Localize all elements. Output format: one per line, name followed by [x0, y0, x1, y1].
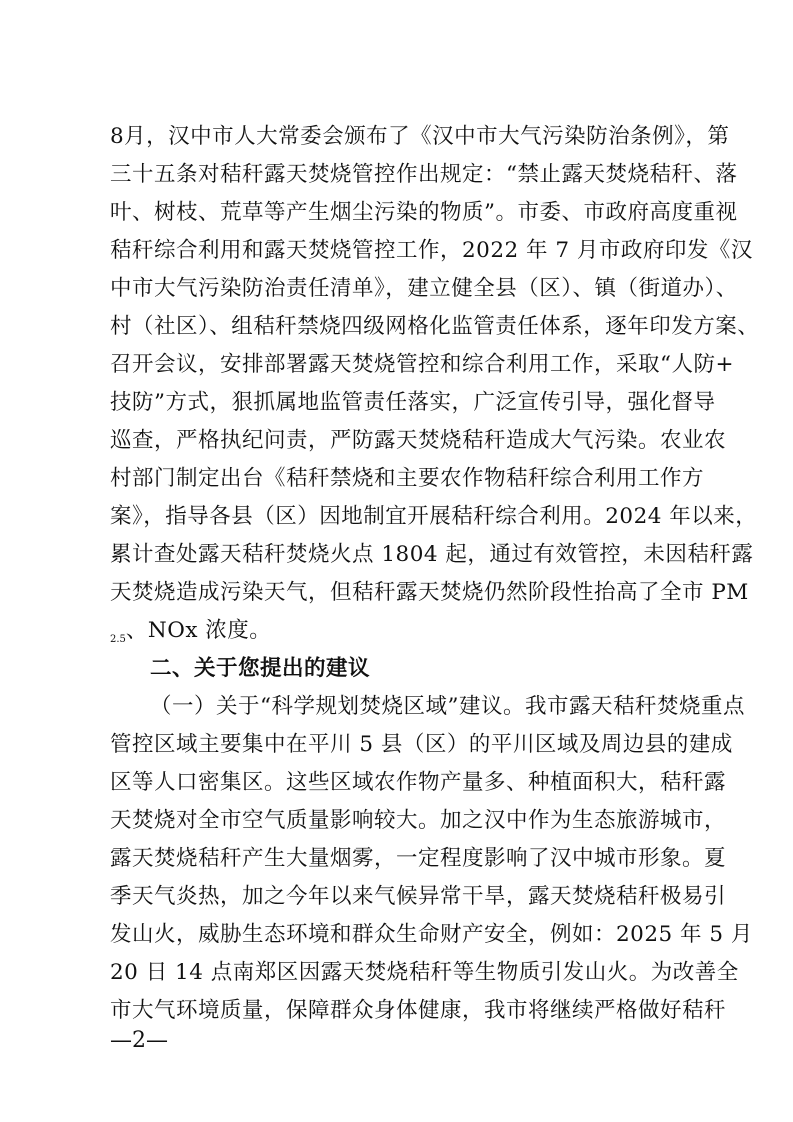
- text-line: 中市大气污染防治责任清单》，建立健全县（区）、镇（街道办）、: [110, 276, 738, 301]
- text-line: 露天焚烧秸秆产生大量烟雾，一定程度影响了汉中城市形象。夏: [110, 846, 727, 871]
- text-line: 发山火，威胁生态环境和群众生命财产安全，例如：2025 年 5 月: [110, 922, 753, 947]
- text-line: （一）关于“科学规划焚烧区域”建议。我市露天秸秆焚烧重点: [150, 694, 745, 719]
- text-line: 召开会议，安排部署露天焚烧管控和综合利用工作，采取“人防+: [110, 352, 735, 377]
- text-line-last: [110, 614, 700, 648]
- section-heading: 二、关于您提出的建议: [150, 656, 371, 681]
- text-line: 累计查处露天秸秆焚烧火点 1804 起，通过有效管控，未因秸秆露: [110, 542, 754, 567]
- text-line: 天焚烧对全市空气质量影响较大。加之汉中作为生态旅游城市，: [110, 808, 727, 833]
- text-line: 秸秆综合利用和露天焚烧管控工作，2022 年 7 月市政府印发《汉: [110, 238, 753, 263]
- text-line: 20 日 14 点南郑区因露天焚烧秸秆等生物质引发山火。为改善全: [110, 960, 739, 985]
- text-line: 巡查，严格执纪问责，严防露天焚烧秸秆造成大气污染。农业农: [110, 428, 727, 453]
- page-number: —2—: [110, 1028, 168, 1053]
- text-line: 技防”方式，狠抓属地监管责任落实，广泛宣传引导，强化督导: [110, 390, 716, 415]
- text-line: 管控区域主要集中在平川 5 县（区）的平川区域及周边县的建成: [110, 732, 733, 757]
- text-line: 村（社区）、组秸秆禁烧四级网格化监管责任体系，逐年印发方案、: [110, 314, 760, 339]
- text-line: 区等人口密集区。这些区域农作物产量多、种植面积大，秸秆露: [110, 770, 727, 795]
- pm-subscript: 2.5: [110, 634, 126, 645]
- text-line: 叶、树枝、荒草等产生烟尘污染的物质”。市委、市政府高度重视: [110, 200, 738, 225]
- text-line: 天焚烧造成污染天气，但秸秆露天焚烧仍然阶段性抬高了全市 PM: [110, 580, 749, 605]
- text-line: 案》，指导各县（区）因地制宜开展秸秆综合利用。2024 年以来，: [110, 504, 758, 529]
- text-line: 季天气炎热，加之今年以来气候异常干旱，露天焚烧秸秆极易引: [110, 884, 727, 909]
- text-line: 8月，汉中市人大常委会颁布了《汉中市大气污染防治条例》，第: [110, 124, 730, 149]
- text-line: 三十五条对秸秆露天焚烧管控作出规定：“禁止露天焚烧秸秆、落: [110, 162, 738, 187]
- text-fragment: 、NOx 浓度。: [125, 618, 272, 643]
- text-line: 市大气环境质量，保障群众身体健康，我市将继续严格做好秸秆: [110, 998, 727, 1023]
- text-line: 村部门制定出台《秸秆禁烧和主要农作物秸秆综合利用工作方: [110, 466, 705, 491]
